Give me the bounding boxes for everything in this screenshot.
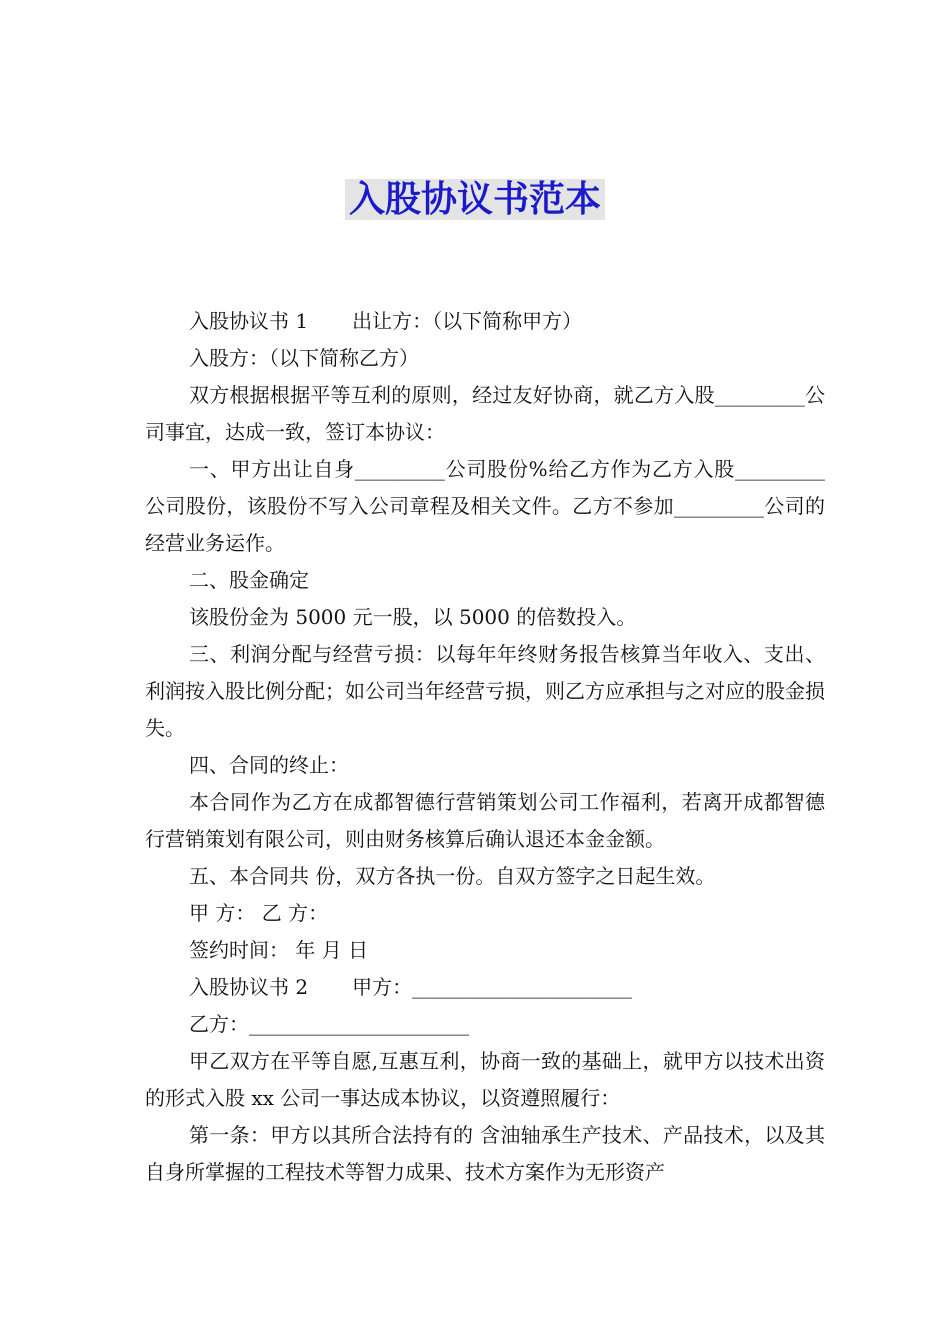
paragraph-14: 乙方：______________________ [189, 1012, 469, 1036]
document-body [145, 303, 825, 1191]
party-a-line: 甲方：______________________ [352, 975, 633, 999]
paragraph-3: 双方根据根据平等互利的原则，经过友好协商，就乙方入股_________公司事宜，达成一致，签订本协议： [145, 383, 825, 444]
paragraph-2: 入股方：（以下简称乙方） [189, 346, 419, 370]
paragraph-1 [145, 303, 825, 340]
paragraph-13 [145, 969, 825, 1006]
paragraph-15: 甲乙双方在平等自愿,互惠互利，协商一致的基础上，就甲方以技术出资的形式入股 xx 公司一事达成本协议，以资遵照履行： [145, 1049, 825, 1110]
paragraph-5: 二、股金确定 [189, 568, 309, 592]
paragraph-6: 该股份金为 5000 元一股，以 5000 的倍数投入。 [189, 605, 637, 629]
transferor-line: 出让方：（以下简称甲方） [352, 309, 583, 333]
paragraph-9: 本合同作为乙方在成都智德行营销策划公司工作福利，若离开成都智德行营销策划有限公司，则由财务核算后确认退还本金金额。 [145, 790, 825, 851]
paragraph-8: 四、合同的终止： [189, 753, 349, 777]
paragraph-11: 甲 方： 乙 方： [189, 901, 329, 925]
paragraph-12: 签约时间： 年 月 日 [189, 938, 369, 962]
document-title-text: 入股协议书范本 [345, 179, 605, 220]
paragraph-16: 第一条：甲方以其所合法持有的 含油轴承生产技术、产品技术，以及其自身所掌握的工程技术等智力成果、技术方案作为无形资产 [145, 1123, 825, 1184]
paragraph-4: 一、甲方出让自身_________公司股份%给乙方作为乙方入股_________公司股份，该股份不写入公司章程及相关文件。乙方不参加_________公司的经营业务运作。 [145, 457, 825, 555]
agreement-2-heading: 入股协议书 2 [189, 975, 309, 999]
document-title [0, 176, 950, 224]
agreement-1-heading: 入股协议书 1 [189, 309, 309, 333]
paragraph-10: 五、本合同共 份，双方各执一份。自双方签字之日起生效。 [189, 864, 716, 888]
paragraph-7: 三、利润分配与经营亏损：以每年年终财务报告核算当年收入、支出、利润按入股比例分配；如公司当年经营亏损，则乙方应承担与之对应的股金损失。 [145, 642, 825, 740]
